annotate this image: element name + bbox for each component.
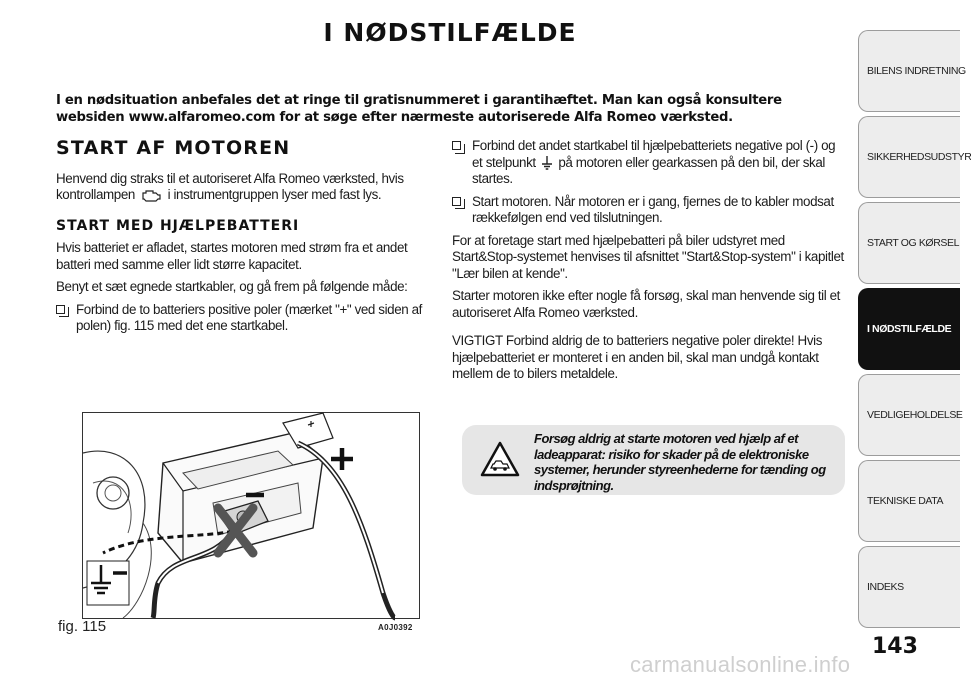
list-item-text: Start motoren. Når motoren er i gang, fjernes de to kabler modsat rækkefølgen end ved tilslutningen. xyxy=(472,193,834,225)
checkbox-bullet-icon xyxy=(452,197,461,206)
battery-illustration xyxy=(83,413,419,618)
paragraph-text: Henvend dig straks til et autoriseret Alfa Romeo værksted, hvis kontrollampen xyxy=(56,170,404,202)
checkbox-bullet-icon xyxy=(56,305,65,314)
list-item-text: på motoren eller gearkassen på den bil, der skal startes. xyxy=(472,154,825,186)
list-item-text: Forbind de to batteriers positive poler (mærket "+" ved siden af polen) fig. 115 med det ene startkabel. xyxy=(76,301,423,333)
list-item xyxy=(452,194,847,227)
page-number: 143 xyxy=(872,634,918,659)
warning-box xyxy=(462,425,845,495)
list-item-text: Forbind det andet startkabel til hjælpebatteriets negative pol (-) og et stelpunkt xyxy=(472,138,836,170)
tab-chapter[interactable]: BILENS INDRETNING xyxy=(858,30,960,112)
paragraph: For at foretage start med hjælpebatteri på biler udstyret med Start&Stop-systemet henvises til afsnittet "Start&Stop-system" i kapitlet "Lær bilen at kende". xyxy=(452,232,844,281)
warning-triangle-icon xyxy=(480,441,520,477)
paragraph-text: i instrumentgruppen lyser med fast lys. xyxy=(167,187,382,202)
tab-chapter[interactable]: SIKKERHEDSUDSTYR xyxy=(858,116,960,198)
paragraph-important: VIGTIGT Forbind aldrig de to batteriers negative poler direkte! Hvis hjælpebatteriet er monteret i en anden bil, skal man undgå kontakt mellem de to bilers metaldele. xyxy=(452,333,822,381)
tab-chapter[interactable]: I NØDSTILFÆLDE xyxy=(858,288,960,370)
tab-chapter[interactable]: TEKNISKE DATA xyxy=(858,460,960,542)
figure-code: A0J0392 xyxy=(378,623,413,632)
section-heading: START AF MOTOREN xyxy=(56,137,291,159)
tab-chapter[interactable]: INDEKS xyxy=(858,546,960,628)
tab-chapter[interactable]: VEDLIGEHOLDELSE xyxy=(858,374,960,456)
watermark: carmanualsonline.info xyxy=(630,652,851,677)
paragraph: Benyt et sæt egnede startkabler, og gå frem på følgende måde: xyxy=(56,279,408,294)
subsection-heading: START MED HJÆLPEBATTERI xyxy=(56,217,300,234)
tab-chapter[interactable]: START OG KØRSEL xyxy=(858,202,960,284)
left-column xyxy=(56,138,436,341)
page-title: I NØDSTILFÆLDE xyxy=(323,18,577,47)
ground-symbol-icon xyxy=(541,156,553,170)
figure-caption: fig. 115 xyxy=(58,618,107,635)
warning-text: Forsøg aldrig at starte motoren ved hjælp af et ladeapparat: risiko for skader på de elektroniske systemer, herunder styreenhederne for tænding og indsprøjtning. xyxy=(534,431,826,493)
paragraph-warning-lamp xyxy=(56,171,436,204)
engine-warning-icon xyxy=(140,188,162,202)
checkbox-bullet-icon xyxy=(452,141,461,150)
figure-battery-illustration xyxy=(82,412,420,619)
paragraph: Starter motoren ikke efter nogle få forsøg, skal man henvende sig til et autoriseret Alfa Romeo værksted. xyxy=(452,288,841,320)
paragraph: Hvis batteriet er afladet, startes motoren med strøm fra et andet batteri med samme eller lidt større kapacitet. xyxy=(56,240,408,272)
list-item xyxy=(56,302,436,335)
intro-paragraph: I en nødsituation anbefales det at ringe til gratisnummeret i garantihæftet. Man kan også konsultere websiden www.alfaromeo.com for at søge efter nærmeste autoriserede Alfa Romeo værksted. xyxy=(56,93,782,125)
list-item xyxy=(452,138,847,188)
right-column xyxy=(452,138,847,389)
